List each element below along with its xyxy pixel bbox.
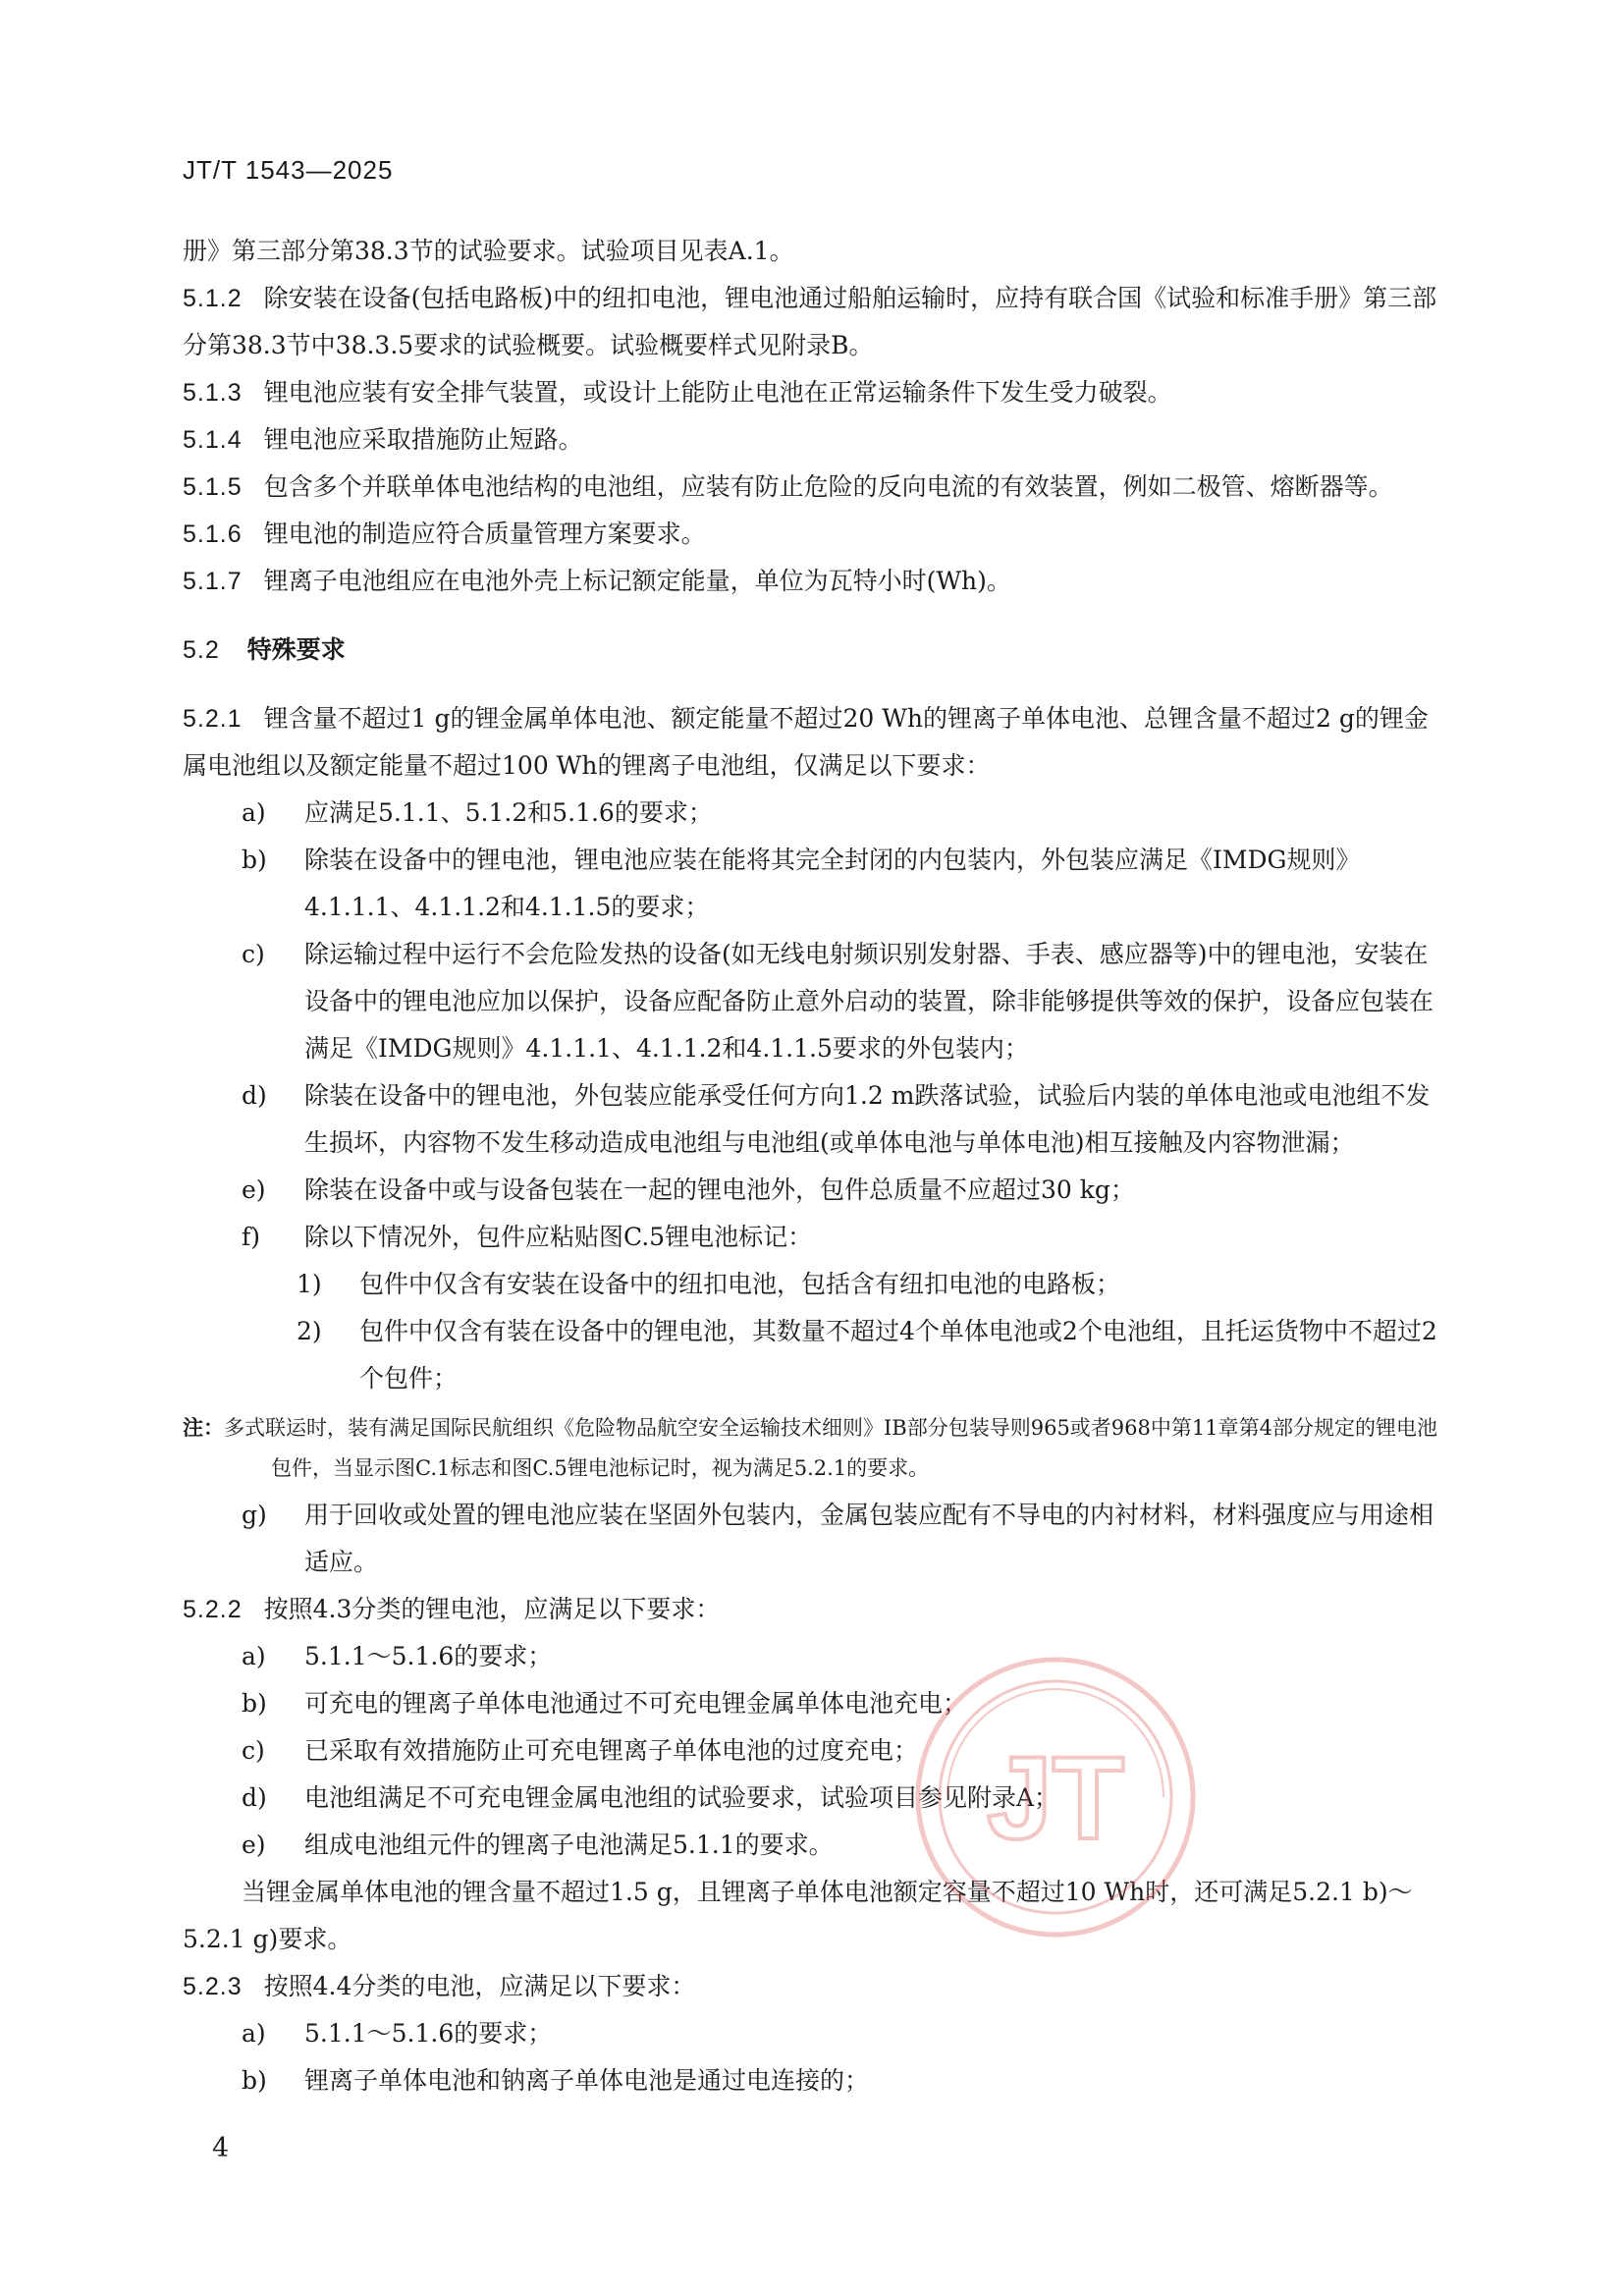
clause-text: 包含多个并联单体电池结构的电池组，应装有防止危险的反向电流的有效装置，例如二极管、熔断器等。 [263, 472, 1393, 501]
list-item-d [183, 1775, 1449, 1822]
clause-number: 5.2.2 [183, 1596, 243, 1623]
clause-5-1-4 [183, 416, 1449, 464]
list-text: 应满足5.1.1、5.1.2和5.1.6的要求； [304, 798, 713, 827]
list-label: a) [242, 798, 266, 827]
list-label: c) [242, 1736, 265, 1765]
list-label: a) [242, 1642, 266, 1670]
list-text: 除装在设备中的锂电池，外包装应能承受任何方向1.2 m跌落试验，试验后内装的单体电池或电池组不发生损坏，内容物不发生移动造成电池组与电池组(或单体电池与单体电池)相互接触及内容物泄漏； [304, 1081, 1431, 1157]
list-item-b [183, 1680, 1449, 1727]
list-item-e [183, 1167, 1449, 1214]
list-label: a) [242, 2019, 266, 2048]
watermark-text: JT [986, 1732, 1125, 1864]
clause-text: 锂电池应装有安全排气装置，或设计上能防止电池在正常运输条件下发生受力破裂。 [263, 378, 1172, 407]
list-text: 包件中仅含有装在设备中的锂电池，其数量不超过4个单体电池或2个电池组，且托运货物中不超过2个包件； [359, 1317, 1437, 1393]
list-text: 除装在设备中或与设备包装在一起的锂电池外，包件总质量不应超过30 kg； [304, 1175, 1135, 1204]
clause-text: 锂电池的制造应符合质量管理方案要求。 [263, 519, 706, 548]
list-label: 1) [297, 1270, 322, 1298]
list-label: c) [242, 940, 265, 968]
list-item-e [183, 1822, 1449, 1869]
list-text: 除装在设备中的锂电池，锂电池应装在能将其完全封闭的内包装内，外包装应满足《IMDG规则》4.1.1.1、4.1.1.2和4.1.1.5的要求； [304, 846, 1361, 921]
list-item-b [183, 837, 1449, 931]
list-label: d) [242, 1783, 267, 1812]
list-item-a [183, 1633, 1449, 1680]
list-label: e) [242, 1831, 266, 1859]
clause-text: 锂含量不超过1 g的锂金属单体电池、额定能量不超过20 Wh的锂离子单体电池、总锂含量不超过2 g的锂金属电池组以及额定能量不超过100 Wh的锂离子电池组，仅满足以下要求： [183, 704, 1429, 780]
list-text: 除以下情况外，包件应粘贴图C.5锂电池标记： [304, 1223, 813, 1251]
list-label: b) [242, 2066, 267, 2095]
clause-5-1-6 [183, 511, 1449, 558]
paragraph-continuation: 册》第三部分第38.3节的试验要求。试验项目见表A.1。 [183, 237, 794, 265]
list-label: g) [242, 1501, 267, 1529]
clause-text: 按照4.4分类的电池，应满足以下要求： [263, 1972, 696, 2000]
clause-number: 5.2.3 [183, 1973, 243, 2000]
section-number: 5.2 [183, 636, 220, 664]
clause-number: 5.1.2 [183, 285, 243, 312]
list-text: 组成电池组元件的锂离子电池满足5.1.1的要求。 [304, 1831, 834, 1859]
list-text: 可充电的锂离子单体电池通过不可充电锂金属单体电池充电； [304, 1689, 968, 1718]
jt-watermark-stamp [908, 1650, 1203, 1944]
document-body [183, 228, 1449, 2105]
list-label: b) [242, 846, 267, 874]
note [183, 1408, 1449, 1488]
list-item-f-2 [183, 1308, 1449, 1402]
clause-5-2-2 [183, 1586, 1449, 1633]
note-text: 多式联运时，装有满足国际民航组织《危险物品航空安全运输技术细则》IB部分包装导则965或者968中第11章第4部分规定的锂电池包件，当显示图C.1标志和图C.5锂电池标记时，视为满足5.2.1的要求。 [224, 1416, 1437, 1480]
clause-text: 锂离子电池组应在电池外壳上标记额定能量，单位为瓦特小时(Wh)。 [263, 567, 1011, 595]
list-item-g [183, 1492, 1449, 1586]
clause-number: 5.2.1 [183, 705, 243, 733]
list-label: f) [242, 1223, 261, 1251]
list-item-a [183, 790, 1449, 837]
list-text: 锂离子单体电池和钠离子单体电池是通过电连接的； [304, 2066, 870, 2095]
list-text: 用于回收或处置的锂电池应装在坚固外包装内，金属包装应配有不导电的内衬材料，材料强度应与用途相适应。 [304, 1501, 1434, 1576]
clause-text: 按照4.3分类的锂电池，应满足以下要求： [263, 1595, 721, 1623]
note-label: 注： [183, 1417, 224, 1440]
clause-text: 锂电池应采取措施防止短路。 [263, 425, 583, 454]
clause-5-1-7 [183, 558, 1449, 605]
list-label: d) [242, 1081, 267, 1110]
section-heading-5-2 [183, 627, 1449, 674]
list-item-c [183, 931, 1449, 1072]
list-item-b [183, 2057, 1449, 2105]
page-number: 4 [212, 2133, 230, 2163]
list-item-d [183, 1072, 1449, 1167]
list-item-f-1 [183, 1261, 1449, 1308]
section-title: 特殊要求 [246, 636, 346, 664]
list-label: 2) [297, 1317, 322, 1345]
list-text: 5.1.1～5.1.6的要求； [304, 1642, 553, 1670]
clause-number: 5.1.5 [183, 473, 243, 501]
clause-text: 除安装在设备(包括电路板)中的纽扣电池，锂电池通过船舶运输时，应持有联合国《试验和标准手册》第三部分第38.3节中38.3.5要求的试验概要。试验概要样式见附录B。 [183, 284, 1437, 359]
clause-number: 5.1.4 [183, 426, 243, 454]
clause-number: 5.1.7 [183, 568, 243, 595]
clause-number: 5.1.6 [183, 520, 243, 548]
list-text: 已采取有效措施防止可充电锂离子单体电池的过度充电； [304, 1736, 919, 1765]
clause-number: 5.1.3 [183, 379, 243, 407]
clause-5-2-3 [183, 1963, 1449, 2010]
list-item-a [183, 2010, 1449, 2057]
list-text: 电池组满足不可充电锂金属电池组的试验要求，试验项目参见附录A； [304, 1783, 1059, 1812]
clause-5-2-1 [183, 695, 1449, 790]
list-text: 除运输过程中运行不会危险发热的设备(如无线电射频识别发射器、手表、感应器等)中的锂电池，安装在设备中的锂电池应加以保护，设备应配备防止意外启动的装置，除非能够提供等效的保护，设备应包装在满足《IMDG规则》4.1.1.1、4.1.1.2和4.1.1.5要求的外包装内； [304, 940, 1434, 1063]
list-item-c [183, 1727, 1449, 1775]
list-text: 5.1.1～5.1.6的要求； [304, 2019, 553, 2048]
clause-5-1-3 [183, 369, 1449, 416]
clause-5-1-2 [183, 275, 1449, 369]
paragraph: 当锂金属单体电池的锂含量不超过1.5 g，且锂离子单体电池额定容量不超过10 Wh时，还可满足5.2.1 b)～5.2.1 g)要求。 [183, 1878, 1413, 1953]
list-label: e) [242, 1175, 266, 1204]
clause-5-1-5 [183, 464, 1449, 511]
list-item-f [183, 1214, 1449, 1261]
document-header: JT/T 1543—2025 [183, 155, 394, 185]
list-label: b) [242, 1689, 267, 1718]
list-text: 包件中仅含有安装在设备中的纽扣电池，包括含有纽扣电池的电路板； [359, 1270, 1121, 1298]
